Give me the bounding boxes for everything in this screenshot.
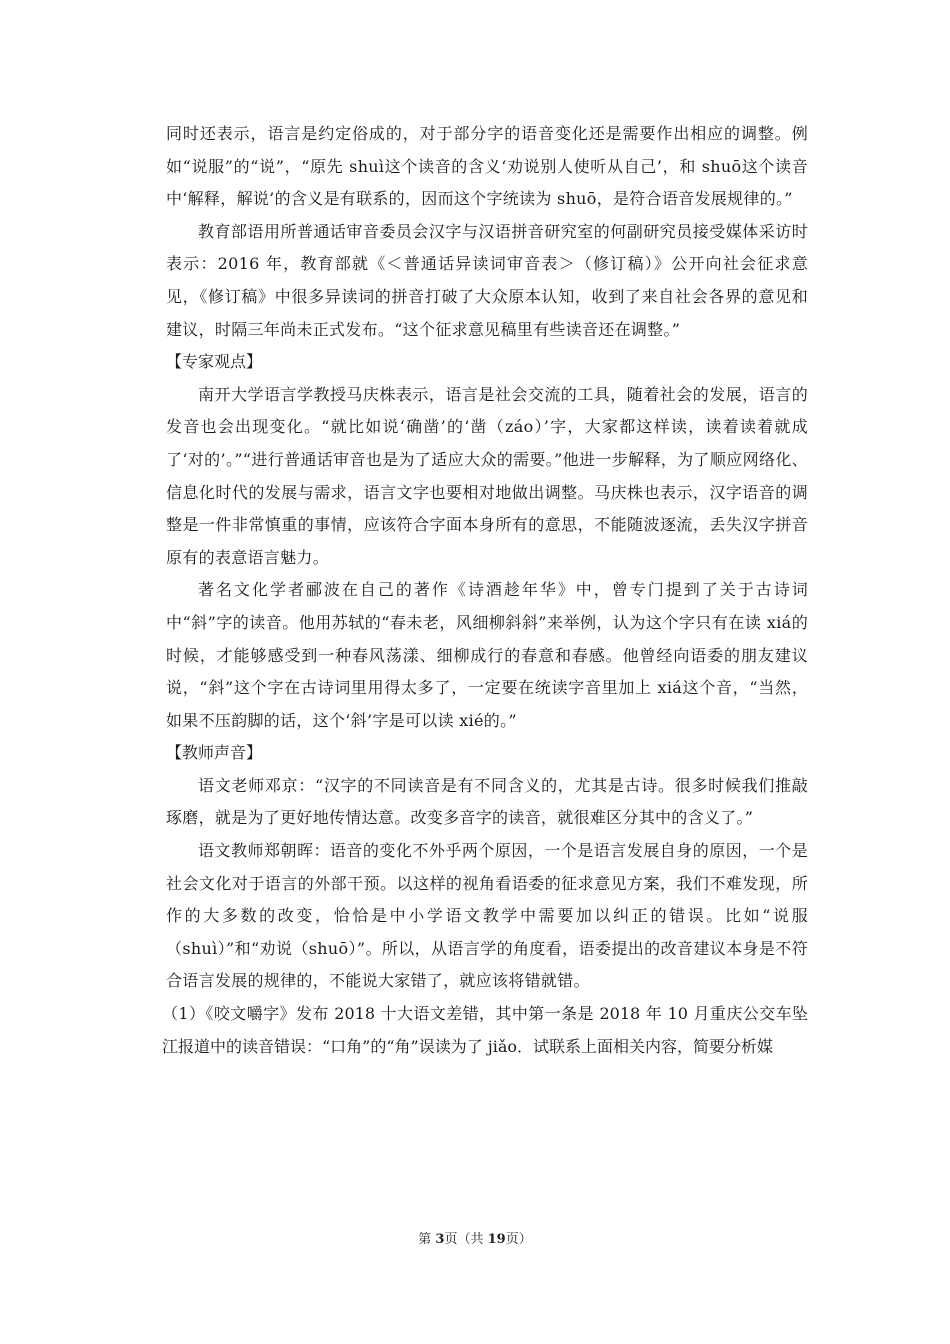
section-heading-teacher: 【教师声音】: [166, 743, 263, 763]
footer-suffix: 页）: [505, 1232, 532, 1247]
paragraph-li-bo: 著名文化学者郦波在自己的著作《诗酒趁年华》中，曾专门提到了关于古诗词中“斜”字的读音。他用苏轼的“春未老，风细柳斜斜”来举例，认为这个字只有在读 xiá的时候，才能够感受到一种春风荡漾、细柳成行的春意和春感。他曾经向语委的朋友建议说，“斜”这个字在古诗词里用得太多了，一定要在统读字音里加上 xiá这个音，“当然，如果不压韵脚的话，这个‘斜’字是可以读 xié的。”: [166, 580, 808, 730]
footer-prefix: 第: [418, 1232, 436, 1247]
footer-page-number: 3: [435, 1232, 445, 1247]
document-body: [162, 118, 808, 1063]
paragraph-deng-jing: 语文老师邓京：“汉字的不同读音是有不同含义的，尤其是古诗。很多时候我们推敲琢磨，就是为了更好地传情达意。改变多音字的读音，就很难区分其中的含义了。”: [166, 775, 808, 828]
paragraph-ministry-statement: 教育部语用所普通话审音委员会汉字与汉语拼音研究室的何副研究员接受媒体采访时表示：2016 年，教育部就《＜普通话异读词审音表＞（修订稿）》公开向社会征求意见，《修订稿》中很多异读词的拼音打破了大众原本认知，收到了来自社会各界的意见和建议，时隔三年尚未正式发布。“这个征求意见稿里有些读音还在调整。”: [166, 221, 808, 339]
section-heading-expert: 【专家观点】: [166, 352, 263, 372]
footer-total-pages: 19: [487, 1232, 506, 1247]
question-1: （1）《咬文嚼字》发布 2018 十大语文差错，其中第一条是 2018 年 10 月重庆公交车坠江报道中的读音错误：“口角”的“角”误读为了 jiǎo．试联系上面相关内容，简要分析媒: [162, 1004, 808, 1056]
footer-middle: 页（共: [444, 1232, 488, 1247]
paragraph-ma-qingzhu: 南开大学语言学教授马庆株表示，语言是社会交流的工具，随着社会的发展，语言的发音也会出现变化。“就比如说‘确凿’的‘凿（záo）’字，大家都这样读，读着读着就成了‘对的’。”“进行普通话审音也是为了适应大众的需要。”他进一步解释，为了顺应网络化、信息化时代的发展与需求，语言文字也要相对地做出调整。马庆株也表示，汉字语音的调整是一件非常慎重的事情，应该符合字面本身所有的意思，不能随波逐流，丢失汉字拼音原有的表意语言魅力。: [166, 384, 808, 567]
page-footer: [0, 1228, 950, 1247]
paragraph-zheng-zhaohui: 语文教师郑朝晖：语音的变化不外乎两个原因，一个是语言发展自身的原因，一个是社会文化对于语言的外部干预。以这样的视角看语委的征求意见方案，我们不难发现，所作的大多数的改变，恰恰是中小学语文教学中需要加以纠正的错误。比如“说服（shuì）”和“劝说（shuō）”。所以，从语言学的角度看，语委提出的改音建议本身是不符合语言发展的规律的，不能说大家错了，就应该将错就错。: [166, 841, 808, 991]
paragraph-pronunciation-adjustment: 同时还表示，语言是约定俗成的，对于部分字的语音变化还是需要作出相应的调整。例如“说服”的“说”，“原先 shuì这个读音的含义‘劝说别人使听从自己’，和 shuō这个读音中‘解释，解说’的含义是有联系的，因而这个字统读为 shuō，是符合语音发展规律的。”: [166, 124, 808, 209]
